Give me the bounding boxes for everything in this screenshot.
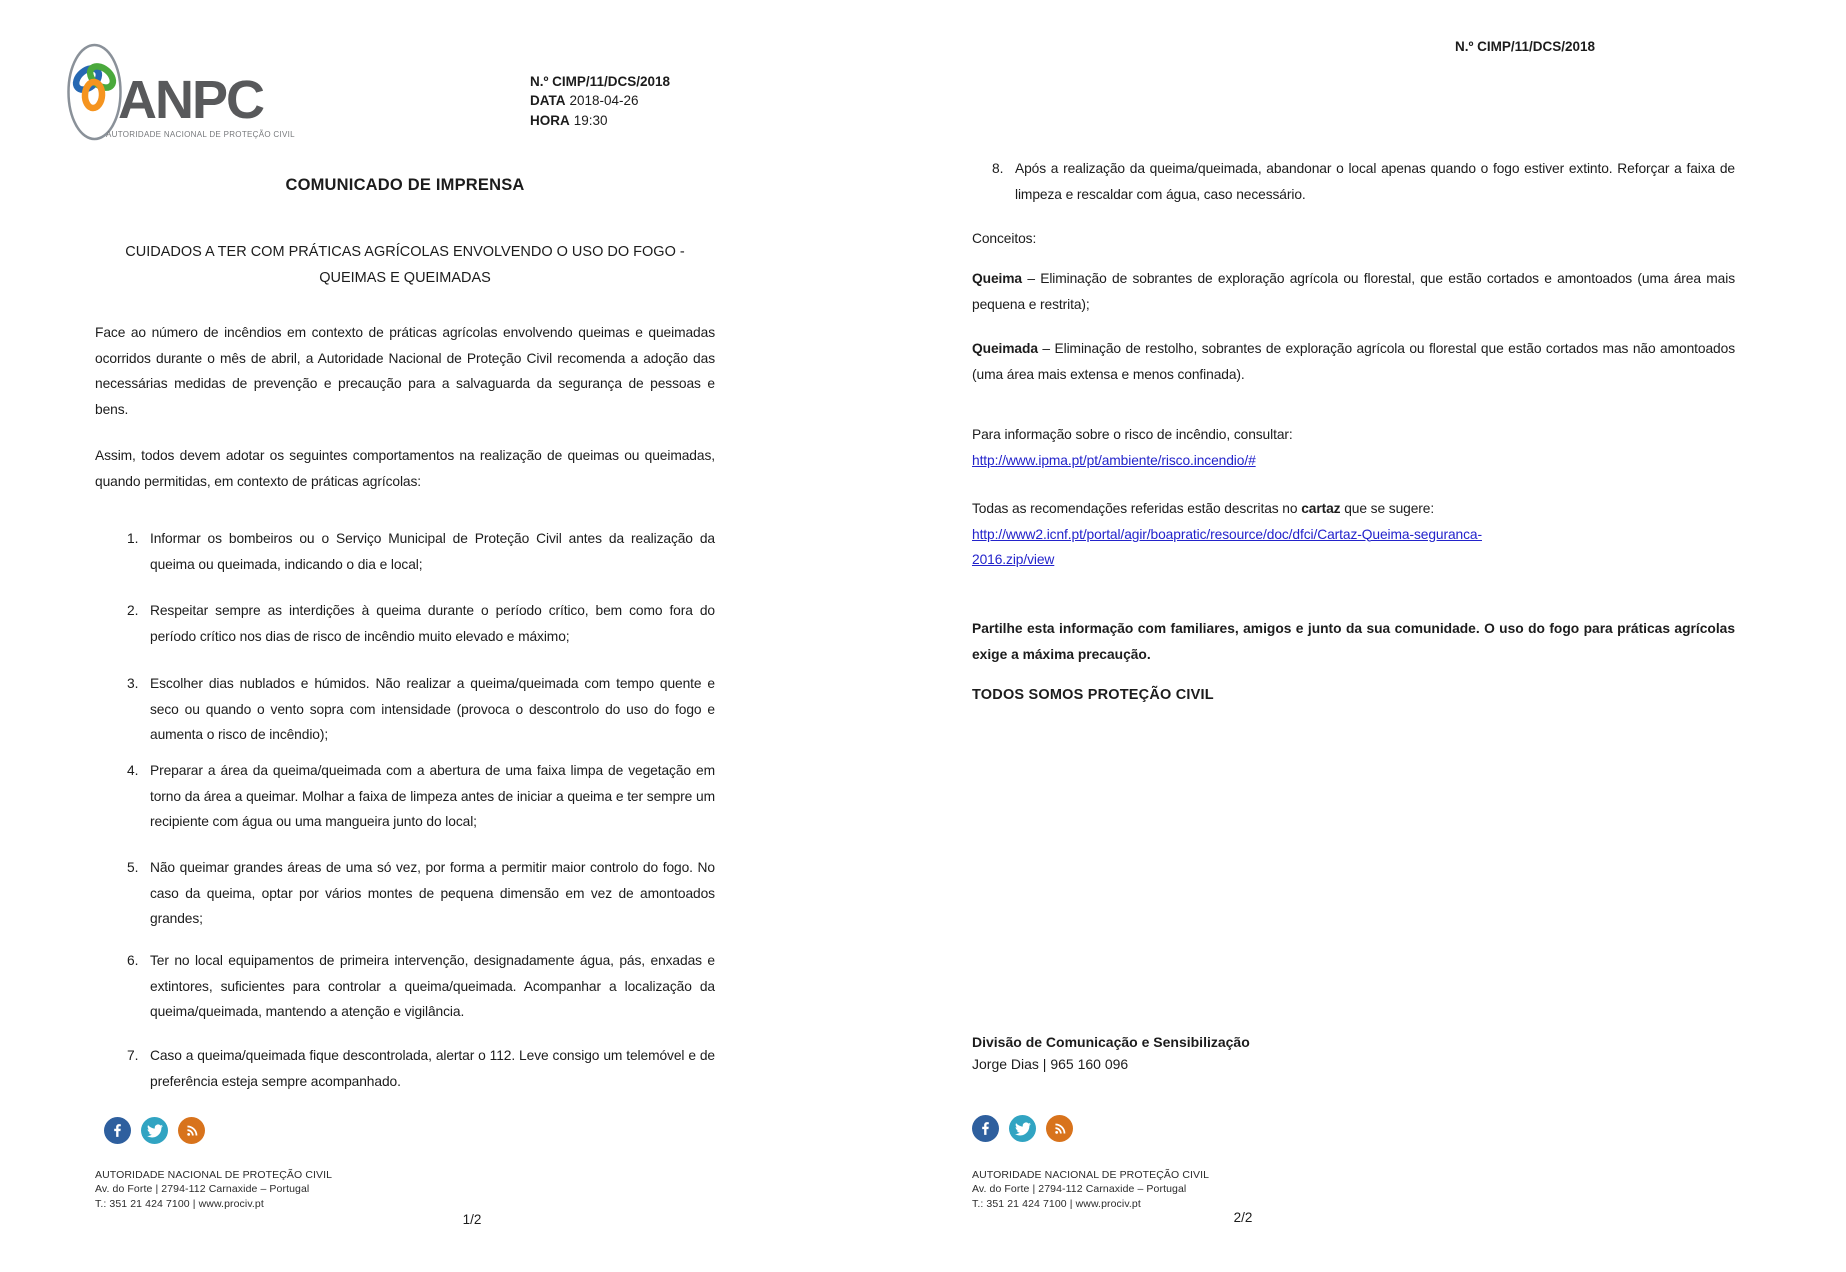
item-text: Ter no local equipamentos de primeira intervenção, designadamente água, pás, enxadas e extintores, suficientes para controlar a queima/queimada. Acompanhar a localização da queima/queimada, mantendo a atenção e vigilância. xyxy=(150,953,715,1019)
concepts-heading: Conceitos: xyxy=(972,231,1037,246)
list-item xyxy=(127,758,715,835)
item-text: Informar os bombeiros ou o Serviço Municipal de Proteção Civil antes da realização da queima ou queimada, indicando o dia e local; xyxy=(150,531,715,572)
footer-contact: T.: 351 21 424 7100 | www.prociv.pt xyxy=(972,1197,1141,1210)
facebook-icon[interactable] xyxy=(104,1117,131,1144)
page-subtitle-wrap xyxy=(95,239,715,291)
document-ref: N.º CIMP/11/DCS/2018 xyxy=(1455,39,1595,54)
division-title: Divisão de Comunicação e Sensibilização xyxy=(972,1034,1250,1050)
queima-term: Queima xyxy=(972,271,1023,286)
share-note: Partilhe esta informação com familiares, amigos e junto da sua comunidade. O uso do fogo para práticas agrícolas exige a máxima precaução. xyxy=(972,621,1735,662)
item-number: 7. xyxy=(127,1048,139,1063)
time-value: 19:30 xyxy=(573,112,608,128)
item-text: Após a realização da queima/queimada, abandonar o local apenas quando o fogo estiver extinto. Reforçar a faixa de limpeza e rescaldar com água, caso necessário. xyxy=(1015,161,1735,202)
slogan: TODOS SOMOS PROTEÇÃO CIVIL xyxy=(972,687,1214,703)
item-number: 3. xyxy=(127,676,139,691)
page-footer xyxy=(972,1168,1209,1211)
facebook-icon[interactable] xyxy=(972,1115,999,1142)
risk-info-text: Para informação sobre o risco de incêndio, consultar: xyxy=(972,427,1293,442)
item-text: Não queimar grandes áreas de uma só vez, por forma a permitir maior controlo do fogo. No caso da queima, optar por vários montes de pequena dimensão em vez de amontoados grandes; xyxy=(150,860,715,926)
queima-definition xyxy=(972,266,1735,317)
footer-address: Av. do Forte | 2794-112 Carnaxide – Portugal xyxy=(95,1183,310,1196)
footer-org: AUTORIDADE NACIONAL DE PROTEÇÃO CIVIL xyxy=(95,1169,333,1181)
intro-paragraph: Face ao número de incêndios em contexto de práticas agrícolas envolvendo queimas e queimadas ocorridos durante o mês de abril, a Autoridade Nacional de Proteção Civil recomenda a adoção das necessárias medidas de prevenção e precaução para a salvaguarda da segurança de pessoas e bens. xyxy=(95,325,715,417)
cartaz-link-line1[interactable]: http://www2.icnf.pt/portal/agir/boapratic/resource/doc/dfci/Cartaz-Queima-seguranca- xyxy=(972,526,1482,542)
ref-number: N.º CIMP/11/DCS/2018 xyxy=(530,74,670,89)
footer-contact: T.: 351 21 424 7100 | www.prociv.pt xyxy=(95,1197,264,1210)
item-text: Preparar a área da queima/queimada com a abertura de uma faixa limpa de vegetação em torno da área a queimar. Molhar a faixa de limpeza antes de iniciar a queima e ter sempre um recipiente com água ou uma mangueira junto do local; xyxy=(150,763,715,829)
cartaz-block xyxy=(972,496,1735,573)
list-item xyxy=(127,598,715,649)
item-number: 5. xyxy=(127,860,139,875)
list-item xyxy=(992,156,1735,207)
page-number: 1/2 xyxy=(462,1212,482,1227)
cartaz-link-line2[interactable]: 2016.zip/view xyxy=(972,552,1055,567)
rss-icon[interactable] xyxy=(178,1117,205,1144)
item-number: 4. xyxy=(127,763,139,778)
anpc-wordmark: ANPC xyxy=(118,70,264,130)
twitter-icon[interactable] xyxy=(141,1117,168,1144)
date-value: 2018-04-26 xyxy=(569,93,639,109)
twitter-icon[interactable] xyxy=(1009,1115,1036,1142)
queima-text: – Eliminação de sobrantes de exploração agrícola ou florestal, que estão cortados e amontoados (uma área mais pequena e restrita); xyxy=(972,271,1735,312)
list-item xyxy=(127,948,715,1025)
anpc-logo xyxy=(62,42,295,150)
item-number: 2. xyxy=(127,603,139,618)
risk-info-block xyxy=(972,422,1735,473)
item-text: Caso a queima/queimada fique descontrolada, alertar o 112. Leve consigo um telemóvel e de preferência esteja sempre acompanhado. xyxy=(150,1048,715,1089)
date-label: DATA xyxy=(530,93,566,109)
social-icons xyxy=(104,1117,205,1144)
item-text: Escolher dias nublados e húmidos. Não realizar a queima/queimada com tempo quente e seco ou quando o vento sopra com intensidade (provoca o descontrolo do uso do fogo e aumenta o risco de incêndio); xyxy=(150,676,715,742)
footer-address: Av. do Forte | 2794-112 Carnaxide – Portugal xyxy=(972,1183,1187,1196)
cartaz-text-post: que se sugere: xyxy=(1340,501,1435,516)
list-item xyxy=(127,1043,715,1094)
page-number: 2/2 xyxy=(1233,1210,1253,1225)
item-text: Respeitar sempre as interdições à queima durante o período crítico, bem como fora do período crítico nos dias de risco de incêndio muito elevado e máximo; xyxy=(150,603,715,644)
list-item xyxy=(127,526,715,577)
ref-time-row xyxy=(530,111,670,130)
page-subtitle: CUIDADOS A TER COM PRÁTICAS AGRÍCOLAS ENVOLVENDO O USO DO FOGO - QUEIMAS E QUEIMADAS xyxy=(125,244,685,286)
queimada-definition xyxy=(972,336,1735,387)
division-contact: Jorge Dias | 965 160 096 xyxy=(972,1056,1129,1072)
page-title: COMUNICADO DE IMPRENSA xyxy=(285,176,525,194)
page-footer xyxy=(95,1168,332,1211)
footer-org: AUTORIDADE NACIONAL DE PROTEÇÃO CIVIL xyxy=(972,1169,1210,1181)
cartaz-text-bold: cartaz xyxy=(1301,501,1341,516)
time-label: HORA xyxy=(530,112,570,128)
cartaz-text xyxy=(972,496,1735,522)
risk-info-link[interactable]: http://www.ipma.pt/pt/ambiente/risco.incendio/# xyxy=(972,452,1256,468)
queimada-term: Queimada xyxy=(972,341,1038,356)
item-number: 6. xyxy=(127,953,139,968)
list-item xyxy=(127,671,715,748)
queimada-text: – Eliminação de restolho, sobrantes de exploração agrícola ou florestal que estão cortados mas não amontoados (uma área mais extensa e menos confinada). xyxy=(972,341,1735,382)
item-number: 1. xyxy=(127,531,139,546)
document-ref-block xyxy=(530,72,670,130)
list-item xyxy=(127,855,715,932)
social-icons xyxy=(972,1115,1073,1142)
rss-icon[interactable] xyxy=(1046,1115,1073,1142)
anpc-tagline: AUTORIDADE NACIONAL DE PROTEÇÃO CIVIL xyxy=(106,130,295,139)
division-block xyxy=(972,1031,1250,1075)
anpc-rings-icon xyxy=(66,42,123,142)
ref-date-row xyxy=(530,91,670,110)
cartaz-text-pre: Todas as recomendações referidas estão descritas no xyxy=(972,501,1302,516)
behaviors-paragraph: Assim, todos devem adotar os seguintes comportamentos na realização de queimas ou queimadas, quando permitidas, em contexto de práticas agrícolas: xyxy=(95,448,715,489)
item-number: 8. xyxy=(992,161,1004,176)
